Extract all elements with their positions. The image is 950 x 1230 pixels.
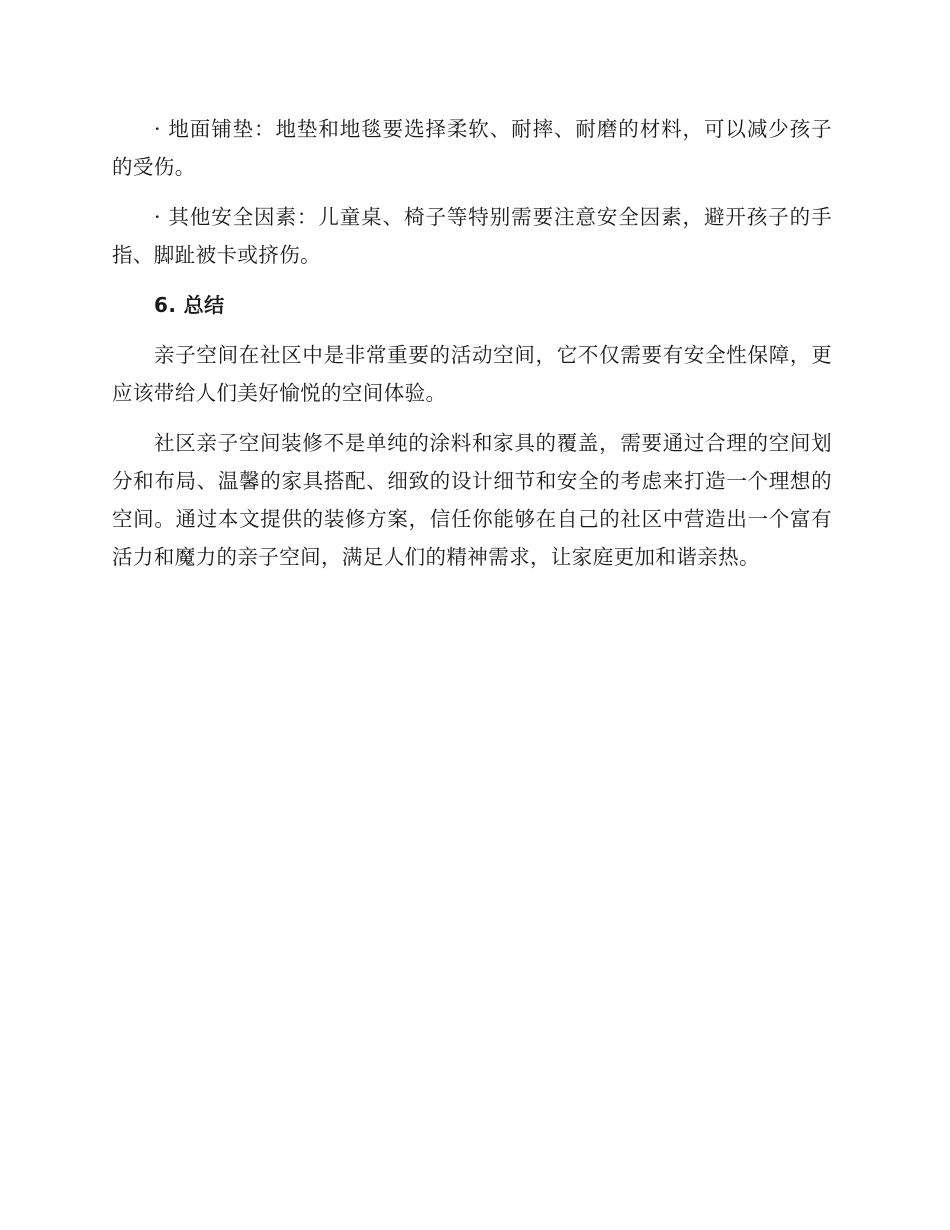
bullet-other-safety: · 其他安全因素：儿童桌、椅子等特别需要注意安全因素，避开孩子的手指、脚趾被卡或挤伤。: [112, 205, 832, 267]
section-heading-summary: 6. 总结: [154, 293, 225, 317]
summary-paragraph-2: 社区亲子空间装修不是单纯的涂料和家具的覆盖，需要通过合理的空间划分和布局、温馨的家具搭配、细致的设计细节和安全的考虑来打造一个理想的空间。通过本文提供的装修方案，信任你能够在自己的社区中营造出一个富有活力和魔力的亲子空间，满足人们的精神需求，让家庭更加和谐亲热。: [112, 431, 832, 569]
document-body: [112, 110, 832, 588]
bullet-floor-padding: · 地面铺垫：地垫和地毯要选择柔软、耐摔、耐磨的材料，可以减少孩子的受伤。: [112, 117, 832, 179]
summary-paragraph-1: 亲子空间在社区中是非常重要的活动空间，它不仅需要有安全性保障，更应该带给人们美好愉悦的空间体验。: [112, 343, 832, 405]
